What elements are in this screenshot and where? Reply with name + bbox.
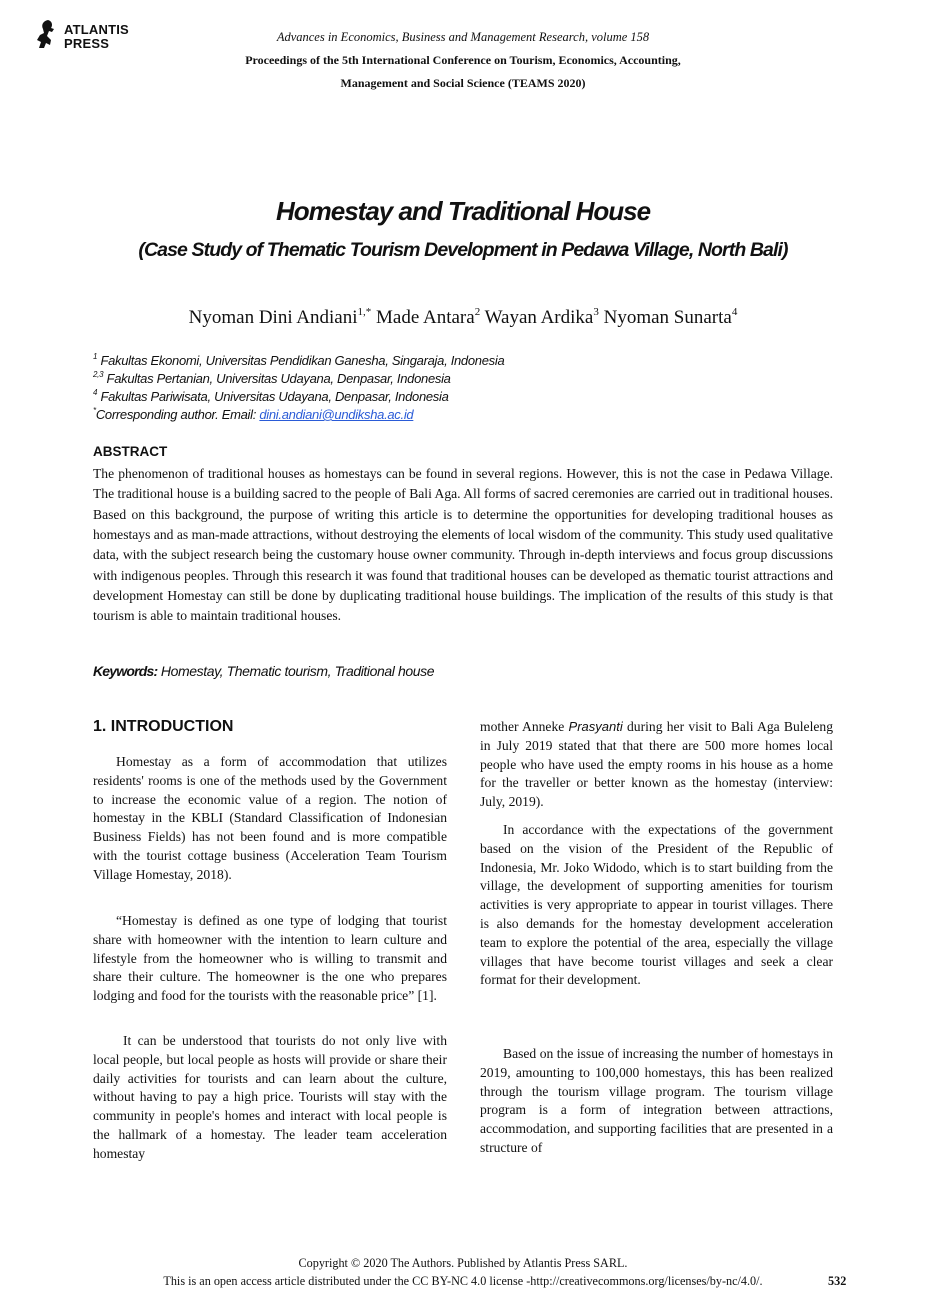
logo-line-2: PRESS: [64, 36, 110, 51]
abstract-heading: ABSTRACT: [93, 444, 168, 459]
paper-subtitle: (Case Study of Thematic Tourism Development in Pedawa Village, North Bali): [138, 239, 788, 261]
affiliation-sup: 1: [93, 352, 98, 361]
affiliation: [93, 352, 853, 368]
corresponding-sup: *: [93, 406, 96, 415]
affiliation-text: Fakultas Ekonomi, Universitas Pendidikan Ganesha, Singaraja, Indonesia: [100, 353, 505, 368]
author-sup: 1,*: [357, 306, 372, 318]
affiliation: [93, 388, 853, 404]
corresponding-label: Corresponding author. Email:: [95, 407, 260, 422]
affiliation-text: Fakultas Pariwisata, Universitas Udayana, Denpasar, Indonesia: [100, 389, 449, 404]
author-name: Wayan Ardika: [484, 307, 594, 328]
section-heading: 1. INTRODUCTION: [93, 718, 234, 735]
proceedings-line-1: Proceedings of the 5th International Conference on Tourism, Economics, Accounting,: [245, 53, 681, 67]
author-sup: 3: [593, 306, 599, 318]
paper-title: Homestay and Traditional House: [275, 196, 651, 226]
body-paragraph: It can be understood that tourists do not only live with local people, but local people as hosts will provide or share their daily activities for tourists and can learn about the culture, without having to pay a high price. Tourists will stay with the community in people's homes and interact with local people is the hallmark of a homestay. The leader team acceleration homestay: [93, 1033, 447, 1161]
journal-name: Advances in Economics, Business and Management Research, volume 158: [276, 30, 650, 44]
affiliation-sup: 2,3: [93, 370, 104, 379]
license-notice: This is an open access article distributed under the CC BY-NC 4.0 license -http://creativecommons.org/licenses/by-nc/4.0/.: [163, 1274, 763, 1288]
author-name: Nyoman Dini Andiani: [188, 307, 358, 328]
author-name: Nyoman Sunarta: [603, 307, 732, 328]
keywords-label: Keywords:: [93, 663, 158, 679]
author-name: Made Antara: [376, 307, 475, 328]
paragraph-text: mother Anneke: [480, 719, 569, 734]
paragraph-text: during her visit to Bali Aga Buleleng in July 2019 stated that that there are 500 more homes local people who have used the empty rooms in his house as a home for the traveller or better known as the homestay (interview: July, 2019).: [480, 719, 833, 810]
affiliation-sup: 4: [93, 388, 98, 397]
email-link[interactable]: dini.andiani@undiksha.ac.id: [259, 407, 414, 422]
author-sup: 4: [731, 306, 738, 318]
affiliation-text: Fakultas Pertanian, Universitas Udayana, Denpasar, Indonesia: [106, 371, 451, 386]
body-paragraph: [480, 718, 833, 812]
body-paragraph: “Homestay is defined as one type of lodging that tourist share with homeowner with the intention to learn culture and lifestyle from the homeowner who is willing to transmit and share their culture. The homeowner is the one who prepares lodging and food for the tourists with the reasonable price” [1].: [93, 913, 447, 1004]
abstract-text: The phenomenon of traditional houses as homestays can be found in several regions. However, this is not the case in Pedawa Village. The traditional house is a building sacred to the people of Bali Aga. All forms of sacred ceremonies are carried out in traditional houses. Based on this background, the purpose of writing this article is to determine the opportunities for developing traditional houses as homestays and as man-made attractions, without destroying the elements of local wisdom of the community. This study used qualitative data, with the subject research being the customary house owner community. Through in-depth interviews and focus group discussions with indigenous peoples. Through this research it was found that traditional houses can be developed as thematic tourist attractions and development Homestay can still be done by duplicating traditional house buildings. The implication of the results of this study is that tourism is able to maintain traditional houses.: [93, 466, 833, 624]
keywords-list: Homestay, Thematic tourism, Traditional house: [157, 663, 435, 679]
body-paragraph: Homestay as a form of accommodation that utilizes residents' rooms is one of the methods used by the Government to increase the economic value of a region. The notion of homestay in the KBLI (Standard Classification of Indonesian Business Fields) has not been found and is more compatible with the tourist cottage business (Acceleration Team Tourism Village Homestay, 2018).: [93, 754, 447, 882]
author-sup: 2: [474, 306, 481, 318]
author-list: [0, 306, 926, 329]
corresponding-author: [93, 406, 853, 422]
affiliation: [93, 370, 853, 386]
keywords: [93, 663, 434, 679]
copyright-notice: Copyright © 2020 The Authors. Published by Atlantis Press SARL.: [298, 1256, 628, 1270]
page-number: 532: [828, 1274, 847, 1288]
person-name: Prasyanti: [568, 719, 623, 734]
proceedings-line-2: Management and Social Science (TEAMS 2020): [340, 76, 586, 90]
body-paragraph: In accordance with the expectations of the government based on the vision of the President of the Republic of Indonesia, Mr. Joko Widodo, which is to start building from the village, the development of supporting amenities for tourism activities is very appropriate to appear in tourist villages. There is also demands for the homestay development acceleration team to explore the potential of the area, especially the village villages that have become tourist villages and seek a clear format for their development.: [480, 822, 833, 988]
body-paragraph: Based on the issue of increasing the number of homestays in 2019, amounting to 100,000 homestays, this has been realized through the tourism village program. The tourism village program is a form of integration between attractions, accommodation, and supporting facilities that are presented in a structure of: [480, 1046, 833, 1155]
logo-line-1: ATLANTIS: [64, 22, 129, 37]
